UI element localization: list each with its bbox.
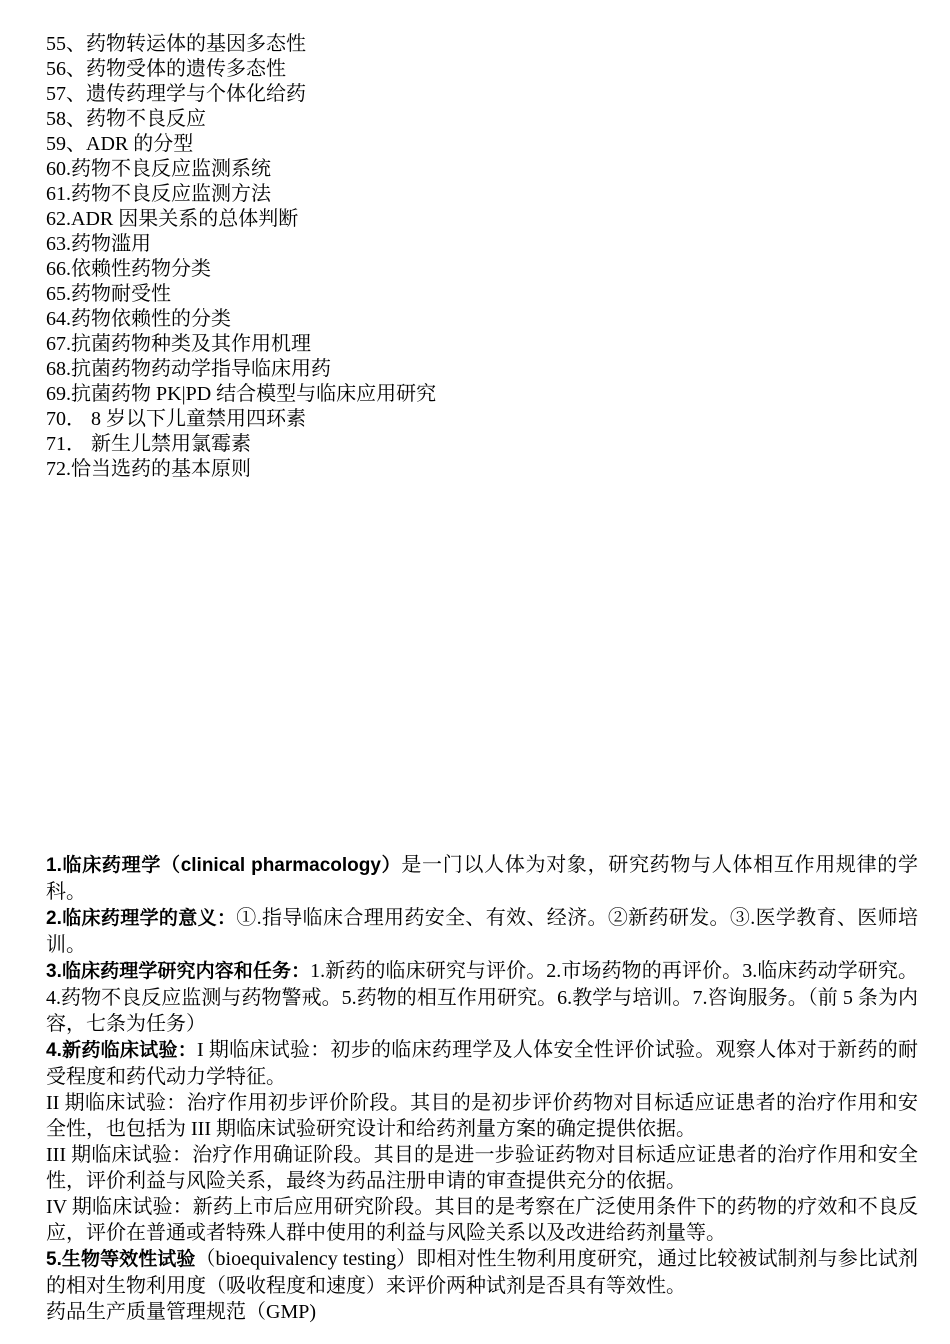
paragraph-content-tasks — [46, 958, 918, 1037]
paragraph-phase-2 — [46, 1090, 918, 1142]
paragraph-clinical-trials — [46, 1037, 918, 1090]
paragraph-text: I 期临床试验：初步的临床药理学及人体安全性评价试验。观察人体对于新药的耐受程度和药代动力学特征。 — [46, 1039, 918, 1088]
toc-item: 69.抗菌药物 PK|PD 结合模型与临床应用研究 — [46, 383, 437, 405]
toc-item: 61.药物不良反应监测方法 — [46, 183, 271, 205]
paragraph-significance — [46, 905, 918, 958]
paragraph-heading: 1.临床药理学（clinical pharmacology） — [46, 855, 402, 876]
toc-item: 59、ADR 的分型 — [46, 133, 194, 155]
paragraph-heading: 3.临床药理学研究内容和任务： — [46, 961, 311, 982]
paragraph-text: II 期临床试验：治疗作用初步评价阶段。其目的是初步评价药物对目标适应证患者的治疗作用和安全性，也包括为 III 期临床试验研究设计和给药剂量方案的确定提供依据。 — [46, 1092, 918, 1140]
paragraph-gmp — [46, 1299, 918, 1325]
paragraph-bioequivalence — [46, 1246, 918, 1299]
paragraph-heading: 5.生物等效性试验 — [46, 1249, 196, 1270]
paragraph-heading: 2.临床药理学的意义： — [46, 908, 237, 929]
paragraph-heading: 4.新药临床试验： — [46, 1040, 197, 1061]
toc-item: 68.抗菌药物药动学指导临床用药 — [46, 358, 331, 380]
toc-item: 65.药物耐受性 — [46, 283, 171, 305]
paragraph-definition — [46, 852, 918, 905]
toc-item: 67.抗菌药物种类及其作用机理 — [46, 333, 311, 355]
paragraph-text: IV 期临床试验：新药上市后应用研究阶段。其目的是考察在广泛使用条件下的药物的疗效和不良反应，评价在普通或者特殊人群中使用的利益与风险关系以及改进给药剂量等。 — [46, 1196, 918, 1244]
toc-item: 63.药物滥用 — [46, 233, 151, 255]
toc-item: 55、药物转运体的基因多态性 — [46, 33, 306, 55]
toc-item: 66.依赖性药物分类 — [46, 258, 211, 280]
paragraph-text: III 期临床试验：治疗作用确证阶段。其目的是进一步验证药物对目标适应证患者的治疗作用和安全性，评价利益与风险关系，最终为药品注册申请的审查提供充分的依据。 — [46, 1144, 918, 1192]
paragraph-phase-3 — [46, 1142, 918, 1194]
toc-item: 57、遗传药理学与个体化给药 — [46, 83, 306, 105]
paragraph-phase-4 — [46, 1194, 918, 1246]
toc-list — [46, 32, 436, 482]
paragraph-text: 1.新药的临床研究与评价。2.市场药物的再评价。3.临床药动学研究。4.药物不良反应监测与药物警戒。5.药物的相互作用研究。6.教学与培训。7.咨询服务。（前 5 条为内容，七条为任务） — [46, 960, 918, 1035]
paragraph-text: （bioequivalency testing）即相对性生物利用度研究，通过比较被试制剂与参比试剂的相对生物利用度（吸收程度和速度）来评价两种试剂是否具有等效性。 — [46, 1248, 918, 1297]
toc-item: 62.ADR 因果关系的总体判断 — [46, 208, 299, 230]
toc-item: 60.药物不良反应监测系统 — [46, 158, 271, 180]
paragraph-text: ①.指导临床合理用药安全、有效、经济。②新药研发。③.医学教育、医师培训。 — [46, 907, 918, 956]
toc-item: 64.药物依赖性的分类 — [46, 308, 231, 330]
toc-item: 70． 8 岁以下儿童禁用四环素 — [46, 408, 306, 430]
toc-item: 56、药物受体的遗传多态性 — [46, 58, 286, 80]
paragraph-text: 药品生产质量管理规范（GMP) — [46, 1301, 317, 1323]
toc-item: 71． 新生儿禁用氯霉素 — [46, 433, 251, 455]
paragraph-text: 是一门以人体为对象，研究药物与人体相互作用规律的学科。 — [46, 854, 919, 903]
toc-item: 58、药物不良反应 — [46, 108, 206, 130]
notes-section — [46, 852, 918, 1325]
toc-item: 72.恰当选药的基本原则 — [46, 458, 251, 480]
